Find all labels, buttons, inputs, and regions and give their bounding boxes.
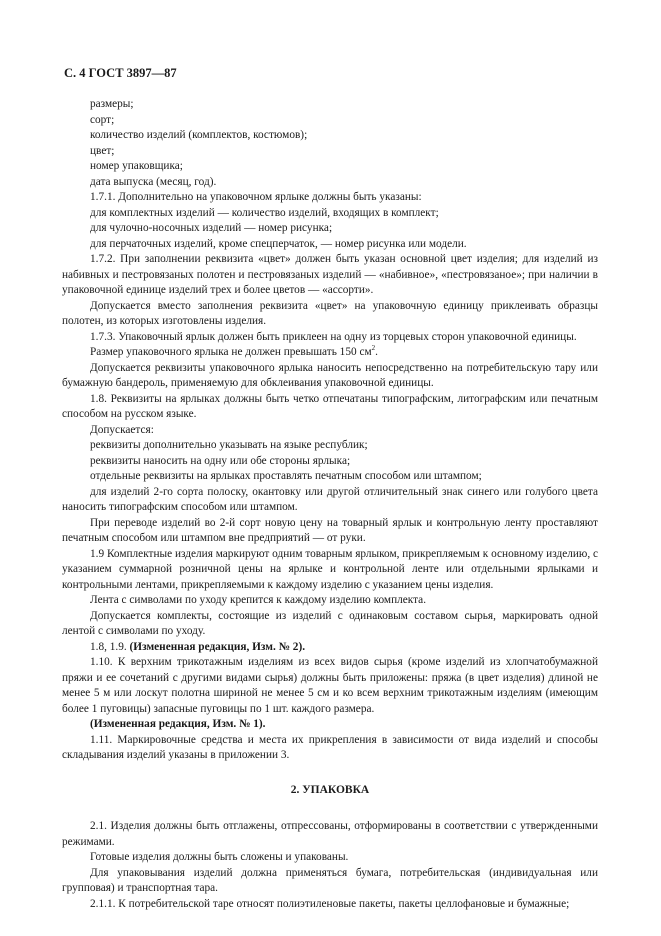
paragraph: отдельные реквизиты на ярлыках проставлять печатным способом или штампом;: [90, 470, 482, 482]
amendment-note: [62, 640, 598, 656]
size-text: Размер упаковочного ярлыка не должен превышать 150 см: [90, 346, 372, 358]
list-item: дата выпуска (месяц, год).: [90, 175, 217, 188]
list-item: сорт;: [90, 113, 115, 126]
paragraph: для комплектных изделий — количество изделий, входящих в комплект;: [90, 206, 439, 219]
paragraph: 1.9 Комплектные изделия маркируют одним товарным ярлыком, прикрепляемым к основному изделию, с указанием суммарной розничной цены на ярлыке и контрольной ленте или отдельными ярлыками и контрольными лентами, прикрепляемыми к каждому изделию с указанием цены изделия.: [62, 547, 599, 591]
paragraph: реквизиты наносить на одну или обе стороны ярлыка;: [90, 454, 351, 467]
paragraph: Лента с символами по уходу крепится к каждому изделию комплекта.: [90, 594, 427, 606]
amendment-num: 1.8, 1.9.: [90, 640, 127, 653]
document-body: [62, 97, 598, 912]
paragraph: для изделий 2-го сорта полоску, окантовку или другой отличительный знак синего или голубого цвета наносить типографским способом или штампом.: [62, 485, 598, 513]
paragraph: Допускается реквизиты упаковочного ярлыка наносить непосредственно на потребительскую тару или бумажную бандероль, применяемую для обклеивания упаковочной единицы.: [62, 361, 598, 389]
paragraph: 1.10. К верхним трикотажным изделиям из всех видов сырья (кроме изделий из хлопчатобумажной пряжи и ее сочетаний с другими видами сырья) должны быть приложены: пряжа (в цвет изделия) длиной не менее 5 м или лоскут полотна шириной не менее 5 см и ко всем верхним трикотажным изделиям (имеющим более 1 пуговицы) запасные пуговицы по 1 шт. каждого размера.: [62, 656, 598, 715]
paragraph: для перчаточных изделий, кроме спецперчаток, — номер рисунка или модели.: [90, 237, 467, 250]
paragraph: 2.1. Изделия должны быть отглажены, отпрессованы, отформированы в соответствии с утвержденными режимами.: [62, 820, 598, 848]
list-item: размеры;: [90, 98, 134, 110]
paragraph: 1.11. Маркировочные средства и места их прикрепления в зависимости от вида изделий и способы складывания изделий указаны в приложении 3.: [62, 733, 598, 761]
paragraph: 1.7.2. При заполнении реквизита «цвет» должен быть указан основной цвет изделия; для изделий из набивных и пестровязаных полотен и пестровязаных изделий — «набивное», «пестровязаное»; при наличии в упаковочной единице изделий трех и более цветов — «ассорти».: [62, 253, 598, 296]
paragraph: Готовые изделия должны быть сложены и упакованы.: [90, 851, 349, 863]
amendment-note: [62, 717, 598, 733]
amendment-bold: (Измененная редакция, Изм. № 1).: [90, 718, 266, 730]
paragraph: реквизиты дополнительно указывать на языке республик;: [90, 439, 368, 451]
list-item: номер упаковщика;: [90, 160, 183, 172]
paragraph: 2.1.1. К потребительской таре относят полиэтиленовые пакеты, пакеты целлофановые и бумажные;: [90, 897, 570, 910]
list-item: цвет;: [90, 144, 115, 157]
paragraph: 1.8. Реквизиты на ярлыках должны быть четко отпечатаны типографским, литографским или печатным способом на русском языке.: [62, 392, 598, 420]
section-title: 2. УПАКОВКА: [290, 783, 370, 796]
paragraph: 1.7.3. Упаковочный ярлык должен быть приклеен на одну из торцевых сторон упаковочной единицы.: [90, 330, 577, 343]
paragraph: При переводе изделий во 2-й сорт новую цену на товарный ярлык и контрольную ленту проставляют печатным способом или штампом вне предприятий — от руки.: [62, 516, 598, 544]
list-item: количество изделий (комплектов, костюмов);: [90, 129, 308, 141]
paragraph: Для упаковывания изделий должна применяться бумага, потребительская (индивидуальная или групповая) и транспортная тара.: [62, 866, 598, 894]
paragraph: Допускается вместо заполнения реквизита «цвет» на упаковочную единицу приклеивать образцы полотен, из которых изготовлены изделия.: [62, 299, 598, 327]
size-end: .: [375, 346, 378, 358]
paragraph: Допускается:: [90, 423, 154, 436]
amendment-bold: (Измененная редакция, Изм. № 2).: [129, 640, 306, 653]
page-header: С. 4 ГОСТ 3897—87: [64, 66, 177, 80]
paragraph-size: [62, 345, 598, 361]
size-superscript: 2: [371, 344, 376, 353]
paragraph: для чулочно-носочных изделий — номер рисунка;: [90, 222, 333, 234]
paragraph: Допускается комплекты, состоящие из изделий с одинаковым составом сырья, маркировать одной лентой с символами по уходу.: [62, 609, 598, 637]
paragraph: 1.7.1. Дополнительно на упаковочном ярлыке должны быть указаны:: [90, 191, 422, 203]
